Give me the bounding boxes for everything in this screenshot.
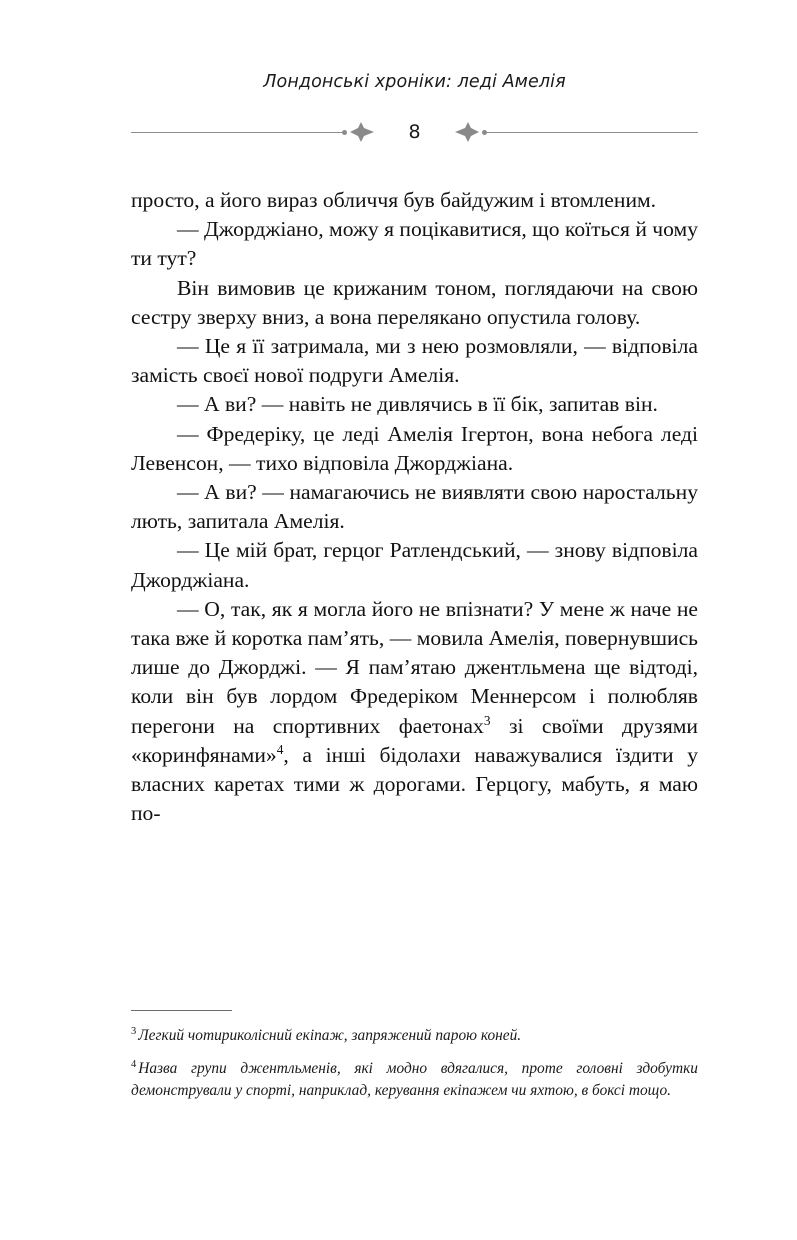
paragraph: — А ви? — навіть не дивлячись в її бік, запитав він. — [177, 392, 658, 417]
paragraph: — А ви? — намагаючись не виявляти свою наростальну лють, запитала Амелія. — [131, 480, 698, 534]
footnote-text: Легкий чотириколісний екіпаж, запряжений парою коней. — [138, 1027, 522, 1045]
paragraph-segment: — О, так, як я могла його не впізнати? У мене ж наче не така вже й коротка пам’ять, — мовила Амелія, повернувшись лише до Джорджі. — Я пам’ятаю джентльмена ще відтоді, коли він був лордом Фредеріком Меннерсом і полюбляв перегони на спортивних фаетонах — [131, 596, 698, 738]
page-number: 8 — [408, 120, 421, 143]
body-text-block — [131, 186, 698, 828]
footnote-item — [131, 1025, 698, 1048]
diamond-icon-right — [455, 122, 479, 142]
ornament-left — [342, 122, 374, 142]
paragraph: — Це я її затримала, ми з нею розмовляли, — відповіла замість своєї нової подруги Амелія. — [131, 334, 698, 388]
paragraph: просто, а його вираз обличчя був байдужим і втомленим. — [131, 188, 657, 212]
ornament-dot-left — [342, 130, 347, 135]
ornament-right — [455, 122, 487, 142]
folio-rule-right — [487, 132, 698, 133]
paragraph: — Джорджіано, можу я поцікавитися, що коїться й чому ти тут? — [131, 217, 699, 271]
paragraph-with-footnote-refs — [131, 595, 698, 829]
footnote-number: 3 — [131, 1026, 137, 1038]
footnote-area — [131, 1010, 698, 1103]
folio-rule-left — [131, 132, 342, 133]
footnote-text: Назва групи джентльменів, які модно вдягалися, проте головні здобутки демонстрували у спорті, наприклад, керування екіпажем чи яхтою, в боксі тощо. — [131, 1059, 698, 1100]
paragraph: Він вимовив це крижаним тоном, поглядаючи на свою сестру зверху вниз, а вона перелякано опустила голову. — [131, 275, 698, 329]
footnote-ref-3[interactable]: 3 — [483, 712, 491, 728]
footnote-number: 4 — [131, 1058, 137, 1070]
footnote-separator-rule — [131, 1010, 232, 1011]
paragraph: — Фредеріку, це леді Амелія Ігертон, вона небога леді Левенсон, — тихо відповіла Джорджіана. — [131, 421, 698, 475]
paragraph-segment: , а інші бідолахи наважувалися їздити у власних каретах тими ж дорогами. Герцогу, мабуть, я маю по- — [131, 742, 698, 826]
paragraph-segment: зі своїми друзями «коринфянами» — [131, 713, 698, 767]
diamond-icon-left — [350, 122, 374, 142]
running-head-title: Лондонські хроніки: леді Амелія — [263, 72, 566, 92]
footnote-ref-4[interactable]: 4 — [276, 741, 284, 757]
footnote-item — [131, 1058, 698, 1103]
paragraph: — Це мій брат, герцог Ратлендський, — знову відповіла Джорджіана. — [131, 538, 698, 592]
folio-ornament-band — [131, 112, 698, 152]
